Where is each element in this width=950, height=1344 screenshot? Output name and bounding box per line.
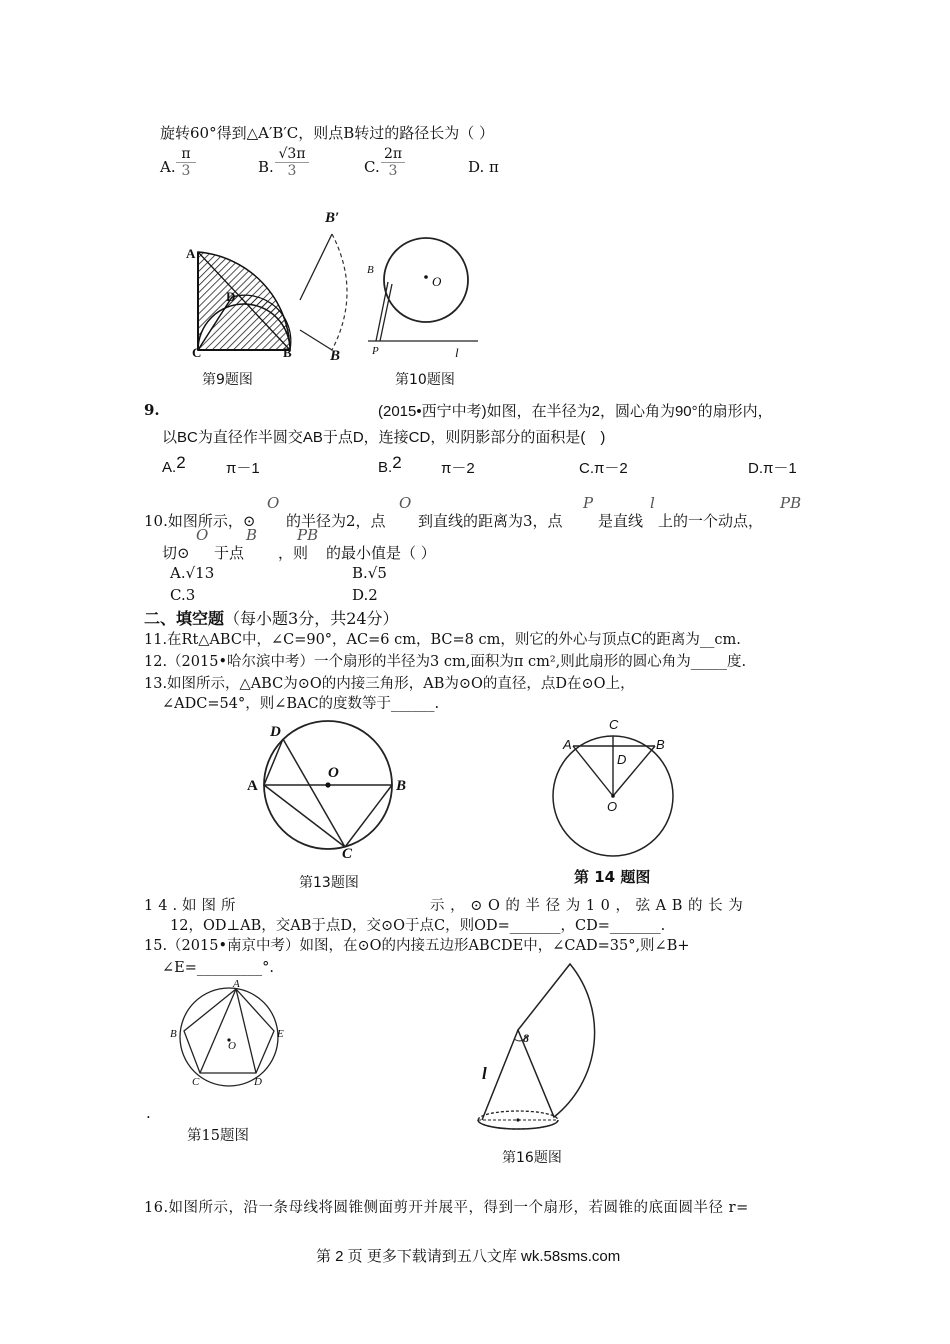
fig9-diagram: [180, 240, 300, 360]
q10-float2-pb: PB: [297, 526, 319, 544]
q9-option-d: D.π－1: [748, 460, 797, 477]
q11-text: 11.在Rt△ABC中，∠C=90°，AC=6 cm，BC=8 cm，则它的外心与顶点C的距离为__cm.: [144, 632, 741, 648]
fig9-caption: 第9题图: [202, 372, 253, 388]
q13-line1: 13.如图所示，△ABC为⊙O的内接三角形，AB为⊙O的直径，点D在⊙O上，: [144, 676, 635, 692]
fig10-diagram: [366, 230, 486, 350]
fig16-caption: 第16题图: [502, 1150, 562, 1166]
page-footer: 第 2 页 更多下载请到五八文库 wk.58sms.com: [316, 1248, 621, 1265]
fig10-label-o: O: [432, 274, 442, 289]
fig15-label-d: D: [254, 1076, 262, 1088]
fig15-label-c: C: [192, 1076, 200, 1088]
fig8-diagram: [300, 210, 360, 360]
fig13-label-c: C: [342, 846, 353, 862]
q14-line2: 12，OD⊥AB，交AB于点D，交⊙O于点C，则OD=_______，CD=_______.: [170, 918, 666, 934]
q12-text: 12.（2015•哈尔滨中考）一个扇形的半径为3 cm,面积为π cm²,则此扇形的圆心角为_____度.: [144, 654, 747, 670]
q16-text: 16.如图所示，沿一条母线将圆锥侧面剪开并展平，得到一个扇形，若圆锥的底面圆半径 r=: [144, 1200, 749, 1216]
q9-option-a: A.2: [162, 453, 186, 476]
fig10-label-l: l: [455, 345, 459, 360]
q14-line1-b: 示，⊙O的半径为10，弦AB的长为: [430, 898, 749, 914]
fig15-stray-dot: .: [146, 1104, 151, 1122]
q8-frac-a: π 3: [176, 146, 196, 179]
q10-line1-c: 到直线的距离为3，点: [418, 512, 563, 530]
fig16-label-eight: 8: [523, 1031, 529, 1045]
q10-line2-d: 的最小值是（ ）: [326, 544, 436, 562]
fig10-caption: 第10题图: [395, 372, 455, 388]
q10-line1-e: 上的一个动点，: [658, 512, 764, 530]
fig15-label-b: B: [170, 1028, 177, 1040]
fig14-label-o: O: [607, 799, 618, 814]
fig8-label-bprime: B′: [325, 210, 340, 226]
q8-stem: 旋转60°得到△A′B′C，则点B转过的路径长为（ ）: [160, 124, 495, 142]
fig14-label-c: C: [609, 717, 619, 732]
q8-frac-c: 2π 3: [381, 146, 405, 179]
q8-frac-b: √3π 3: [275, 146, 309, 179]
q10-float-p: P: [583, 494, 594, 512]
q9-line1: (2015•西宁中考)如图，在半径为2，圆心角为90°的扇形内，: [378, 403, 773, 420]
q10-float2-b: B: [246, 526, 258, 544]
q10-float-o1: O: [267, 494, 280, 512]
q14-line1-a: 14.如图所: [144, 898, 241, 914]
fig9-label-c: C: [192, 345, 202, 360]
q13-line2: ∠ADC=54°，则∠BAC的度数等于______.: [162, 696, 440, 712]
fig10-label-b: B: [367, 264, 374, 276]
fig15-caption: 第15题图: [187, 1128, 249, 1144]
q10-line1-d: 是直线: [598, 512, 644, 530]
fig13-label-a: A: [247, 778, 258, 794]
fig9-label-d: D: [226, 289, 236, 304]
q9-option-b: B.2: [378, 453, 402, 476]
fig8-label-b: B: [330, 348, 341, 364]
fig14-label-a: A: [563, 737, 572, 752]
fig13-label-d: D: [270, 724, 281, 740]
q8-option-c: C.: [364, 158, 380, 176]
q10-option-c: C.3: [170, 586, 196, 604]
fig15-label-e: E: [277, 1028, 284, 1040]
fig14-label-b: B: [656, 737, 665, 752]
q10-line2-b: 于点: [214, 544, 245, 562]
fig16-diagram: [470, 960, 620, 1135]
q10-option-b: B.√5: [352, 564, 387, 582]
q10-line2-c: ，则: [278, 544, 309, 562]
fig14-label-d: D: [617, 752, 627, 767]
section2-heading: 二、填空题（每小题3分，共24分）: [144, 609, 399, 628]
q8-option-d: D. π: [468, 158, 499, 176]
q8-option-b: B.: [258, 158, 274, 176]
q10-float-o2: O: [399, 494, 412, 512]
q10-line1-a: 10.如图所示，⊙: [144, 512, 256, 530]
fig13-label-b: B: [396, 778, 407, 794]
fig13-label-o: O: [328, 765, 339, 781]
fig9-label-a: A: [186, 246, 196, 261]
fig13-caption: 第13题图: [299, 875, 359, 891]
q9-number: 9.: [144, 401, 160, 419]
q10-option-a: A.√13: [170, 564, 215, 582]
q8-option-a: A.: [160, 158, 176, 176]
fig9-label-b: B: [283, 345, 292, 360]
fig13-diagram: [255, 725, 405, 865]
q10-float-pb: PB: [780, 494, 802, 512]
q9-option-a-rest: π－1: [226, 460, 260, 477]
q10-float-l: l: [650, 494, 655, 512]
fig15-label-o: O: [228, 1040, 236, 1052]
fig14-caption: 第 14 题图: [574, 868, 651, 886]
q10-float2-o: O: [196, 526, 209, 544]
fig15-label-a: A: [233, 978, 240, 990]
q15-line1: 15.（2015•南京中考）如图，在⊙O的内接五边形ABCDE中，∠CAD=35°,则∠B+: [144, 938, 690, 954]
fig16-label-l: l: [482, 1064, 487, 1083]
q9-option-c: C.π－2: [579, 460, 628, 477]
q15-line2: ∠E=_________°.: [162, 960, 274, 976]
q10-line2-a: 切⊙: [162, 544, 190, 562]
q9-line2: 以BC为直径作半圆交AB于点D，连接CD，则阴影部分的面积是( ): [162, 429, 606, 446]
q9-option-b-rest: π－2: [441, 460, 475, 477]
q10-option-d: D.2: [352, 586, 378, 604]
fig10-label-p: P: [372, 345, 379, 357]
q10-line1-b: 的半径为2，点: [286, 512, 386, 530]
